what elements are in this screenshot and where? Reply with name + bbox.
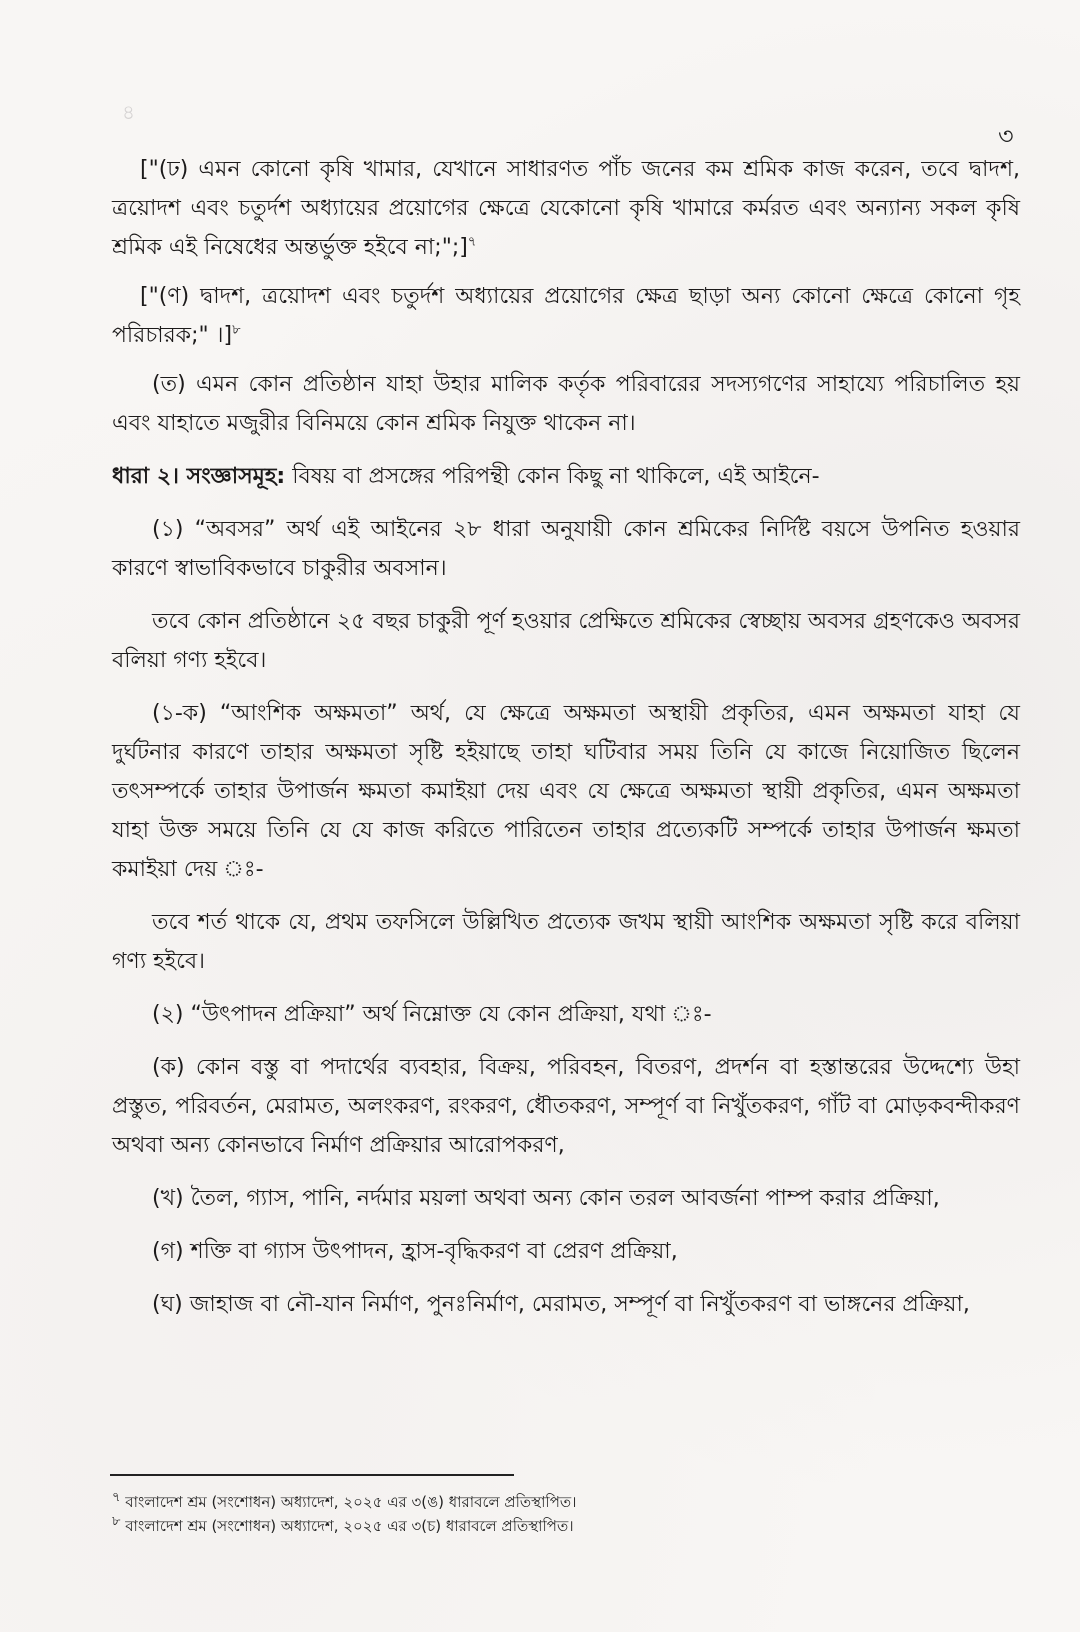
definition-2-ka: [112, 1048, 1020, 1165]
definition-1-ka-proviso: [112, 903, 1020, 981]
definition-1: [112, 510, 1020, 588]
definition-text: (২) “উৎপাদন প্রক্রিয়া” অর্থ নিম্নোক্ত যে কোন প্রক্রিয়া, যথা ঃ-: [152, 1002, 712, 1027]
definition-2-gha: [112, 1285, 1020, 1324]
clause-dha: [112, 150, 1020, 267]
page-number: ৩: [998, 122, 1014, 150]
footnote-text: বাংলাদেশ শ্রম (সংশোধন) অধ্যাদেশ, ২০২৫ এর ৩(চ) ধারাবলে প্রতিস্থাপিত।: [120, 1517, 574, 1535]
clause-na: [112, 277, 1020, 355]
definition-text: (১) “অবসর” অর্থ এই আইনের ২৮ ধারা অনুযায়ী কোন শ্রমিকের নির্দিষ্ট বয়সে উপনিত হওয়ার কারণে স্বাভাবিকভাবে চাকুরীর অবসান।: [112, 517, 1020, 581]
footnote-marker: ৭: [112, 1490, 121, 1505]
clause-text: (ত) এমন কোন প্রতিষ্ঠান যাহা উহার মালিক কর্তৃক পরিবারের সদস্যগণের সাহায্যে পরিচালিত হয় এবং যাহাতে মজুরীর বিনিময়ে কোন শ্রমিক নিযুক্ত থাকেন না।: [112, 372, 1020, 436]
section-intro: বিষয় বা প্রসঙ্গের পরিপন্থী কোন কিছু না থাকিলে, এই আইনে-: [285, 464, 820, 489]
clause-text: ["(ঢ) এমন কোনো কৃষি খামার, যেখানে সাধারণত পাঁচ জনের কম শ্রমিক কাজ করেন, তবে দ্বাদশ, ত্রয়োদশ এবং চতুর্দশ অধ্যায়ের প্রয়োগের ক্ষেত্রে যেকোনো কৃষি খামারে কর্মরত এবং অন্যান্য সকল কৃষি শ্রমিক এই নিষেধের অন্তর্ভুক্ত হইবে না;";]: [112, 157, 1020, 260]
proviso-text: তবে কোন প্রতিষ্ঠানে ২৫ বছর চাকুরী পূর্ণ হওয়ার প্রেক্ষিতে শ্রমিকের স্বেচ্ছায় অবসর গ্রহণকেও অবসর বলিয়া গণ্য হইবে।: [112, 609, 1020, 673]
footnote-7: [112, 1490, 972, 1514]
clause-ta: [112, 365, 1020, 443]
definition-2-ga: [112, 1232, 1020, 1271]
subclause-text: (ক) কোন বস্তু বা পদার্থের ব্যবহার, বিক্রয়, পরিবহন, বিতরণ, প্রদর্শন বা হস্তান্তরের উদ্দেশ্যে উহা প্রস্তুত, পরিবর্তন, মেরামত, অলংকরণ, রংকরণ, ধৌতকরণ, সম্পূর্ণ বা নিখুঁতকরণ, গাঁট বা মোড়কবন্দীকরণ অথবা অন্য কোনভাবে নির্মাণ প্রক্রিয়ার আরোপকরণ,: [112, 1055, 1020, 1158]
subclause-text: (খ) তৈল, গ্যাস, পানি, নর্দমার ময়লা অথবা অন্য কোন তরল আবর্জনা পাম্প করার প্রক্রিয়া,: [152, 1186, 940, 1211]
definition-2: [112, 995, 1020, 1034]
definition-2-kha: [112, 1179, 1020, 1218]
footnote-ref: ৭: [467, 234, 477, 250]
show-through-page-number: ৪: [122, 100, 135, 124]
definition-text: (১-ক) “আংশিক অক্ষমতা” অর্থ, যে ক্ষেত্রে অক্ষমতা অস্থায়ী প্রকৃতির, এমন অক্ষমতা যাহা যে দুর্ঘটনার কারণে তাহার অক্ষমতা সৃষ্টি হইয়াছে তাহা ঘটিবার সময় তিনি যে কাজে নিয়োজিত ছিলেন তৎসম্পর্কে তাহার উপার্জন ক্ষমতা কমাইয়া দেয় এবং যে ক্ষেত্রে অক্ষমতা স্থায়ী প্রকৃতির, এমন অক্ষমতা যাহা উক্ত সময়ে তিনি যে যে কাজ করিতে পারিতেন তাহার প্রত্যেকটি সম্পর্কে তাহার উপার্জন ক্ষমতা কমাইয়া দেয় ঃ-: [112, 701, 1020, 882]
footnotes: [112, 1490, 972, 1538]
footnote-ref: ৮: [232, 322, 241, 338]
body-text: [112, 150, 1020, 1338]
definition-1-proviso: [112, 602, 1020, 680]
definition-1-ka: [112, 694, 1020, 889]
footnote-8: [112, 1514, 972, 1538]
subclause-text: (গ) শক্তি বা গ্যাস উৎপাদন, হ্রাস-বৃদ্ধিকরণ বা প্রেরণ প্রক্রিয়া,: [152, 1239, 678, 1264]
section-2-heading: [112, 457, 1020, 496]
footnote-divider: [110, 1474, 514, 1476]
clause-text: ["(ণ) দ্বাদশ, ত্রয়োদশ এবং চতুর্দশ অধ্যায়ের প্রয়োগের ক্ষেত্র ছাড়া অন্য কোনো ক্ষেত্রে কোনো গৃহ পরিচারক;" ।]: [112, 284, 1020, 348]
subclause-text: (ঘ) জাহাজ বা নৌ-যান নির্মাণ, পুনঃনির্মাণ, মেরামত, সম্পূর্ণ বা নিখুঁতকরণ বা ভাঙ্গনের প্রক্রিয়া,: [152, 1292, 970, 1317]
section-title: ধারা ২। সংজ্ঞাসমূহ:: [112, 464, 286, 489]
proviso-text: তবে শর্ত থাকে যে, প্রথম তফসিলে উল্লিখিত প্রত্যেক জখম স্থায়ী আংশিক অক্ষমতা সৃষ্টি করে বলিয়া গণ্য হইবে।: [112, 910, 1020, 974]
footnote-marker: ৮: [112, 1514, 121, 1529]
footnote-text: বাংলাদেশ শ্রম (সংশোধন) অধ্যাদেশ, ২০২৫ এর ৩(ঙ) ধারাবলে প্রতিস্থাপিত।: [120, 1493, 577, 1511]
